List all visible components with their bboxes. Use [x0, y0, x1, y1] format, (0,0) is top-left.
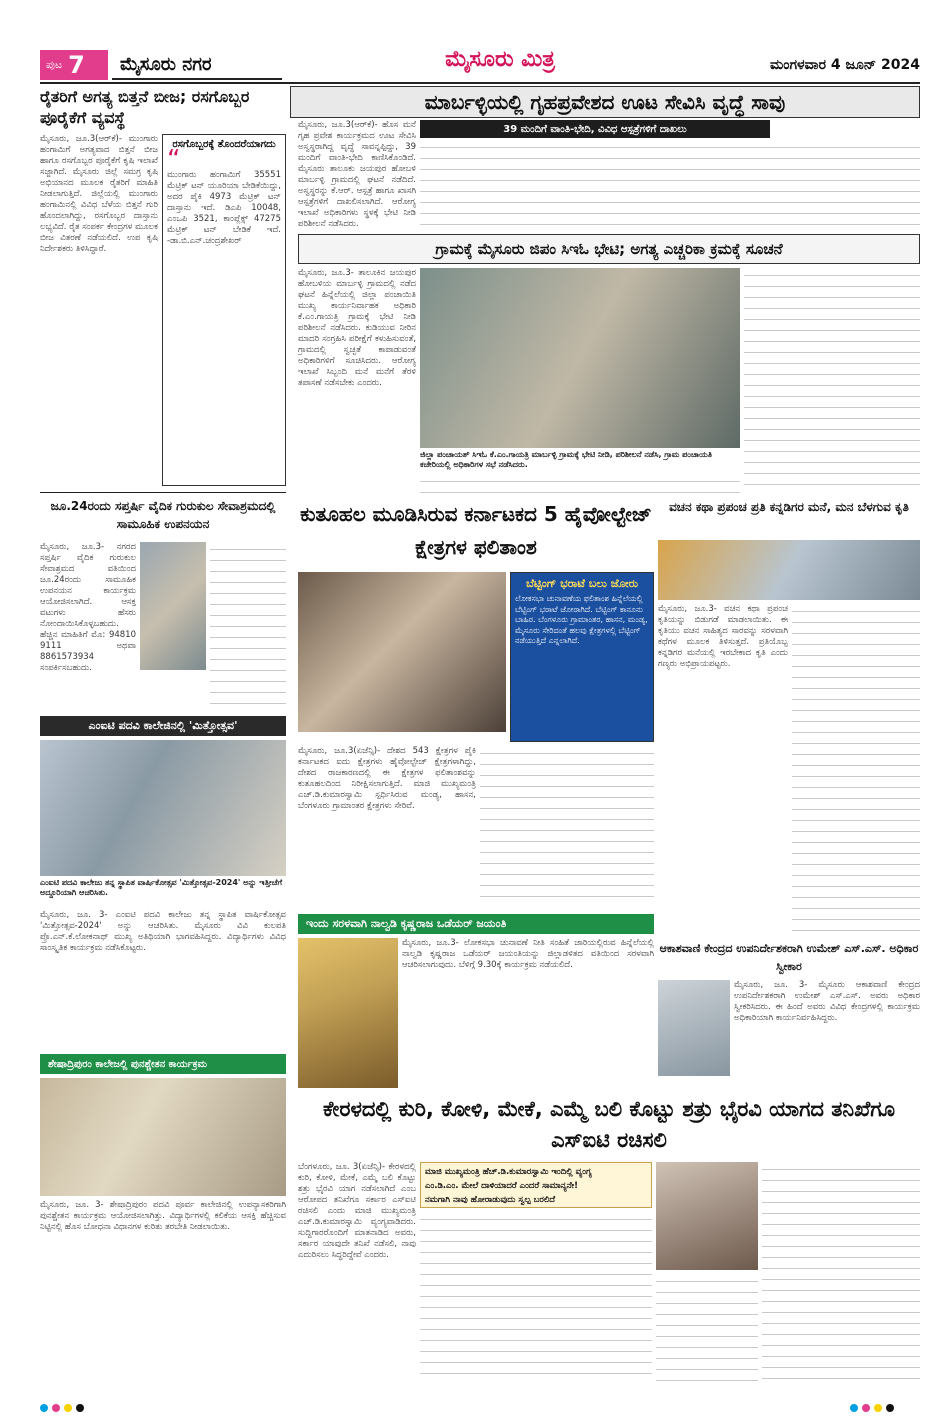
divider — [40, 492, 286, 493]
body-zp: ಮೈಸೂರು, ಜೂ.3- ತಾಲೂಕಿನ ಜಯಪುರ ಹೋಬಳಿಯ ಮಾರ್ಬಳ್ಳಿ ಗ್ರಾಮದಲ್ಲಿ ನಡೆದ ಘಟನೆ ಹಿನ್ನೆಲೆಯಲ್ಲಿ ಜಿಲ್ಲಾ ಪಂಚಾಯಿತಿ ಮುಖ್ಯ ಕಾರ್ಯನಿರ್ವಾಹಕ ಅಧಿಕಾರಿ ಕೆ.ಎಂ.ಗಾಯತ್ರಿ ಗ್ರಾಮಕ್ಕೆ ಭೇಟಿ ನೀಡಿ ಪರಿಶೀಲನೆ ನಡೆಸಿದರು. ಕುಡಿಯುವ ನೀರಿನ ಮಾದರಿ ಸಂಗ್ರಹಿಸಿ ಪರೀಕ್ಷೆಗೆ ಕಳುಹಿಸುವಂತೆ, ಗ್ರಾಮದಲ್ಲಿ ಸ್ವಚ್ಛತೆ ಕಾಪಾಡುವಂತೆ ಅಧಿಕಾರಿಗಳಿಗೆ ಸೂಚಿಸಿದರು. ಆರೋಗ್ಯ ಇಲಾಖೆ ಸಿಬ್ಬಂದಿ ಮನೆ ಮನೆಗೆ ತೆರಳಿ ತಪಾಸಣೆ ನಡೆಸಬೇಕು ಎಂದರು. — [298, 268, 416, 388]
sidebar-fertilizer — [162, 134, 286, 486]
headline-hivoltage: ಕುತೂಹಲ ಮೂಡಿಸಿರುವ ಕರ್ನಾಟಕದ 5 ಹೈವೋಲ್ಟೇಜ್ ಕ್ಷೇತ್ರಗಳ ಫಲಿತಾಂಶ — [300, 502, 652, 559]
kerala-bullets — [420, 1162, 652, 1208]
page-number: 7 — [68, 51, 85, 79]
body-hivoltage: ಮೈಸೂರು, ಜೂ.3(ಏಜೆನ್ಸಿ)- ದೇಶದ 543 ಕ್ಷೇತ್ರಗಳ ಪೈಕಿ ಕರ್ನಾಟಕದ ಐದು ಕ್ಷೇತ್ರಗಳು ಹೈವೋಲ್ಟೇಜ್ ಕ್ಷೇತ್ರಗಳಾಗಿದ್ದು, ದೇಶದ ರಾಜಕಾರಣದಲ್ಲಿ ಈ ಕ್ಷೇತ್ರಗಳ ಫಲಿತಾಂಶವನ್ನು ಕುತೂಹಲದಿಂದ ನಿರೀಕ್ಷಿಸಲಾಗುತ್ತಿದೆ. ಮಾಜಿ ಮುಖ್ಯಮಂತ್ರಿ ಎಚ್.ಡಿ.ಕುಮಾರಸ್ವಾಮಿ ಸ್ಪರ್ಧಿಸಿರುವ ಮಂಡ್ಯ, ಹಾಸನ, ಬೆಂಗಳೂರು ಗ್ರಾಮಾಂತರ ಕ್ಷೇತ್ರಗಳು ಸೇರಿವೆ. — [298, 746, 476, 811]
color-registration-right — [850, 1404, 894, 1412]
body-vachana-cont — [792, 604, 920, 934]
body-gurukula-cont — [210, 542, 286, 712]
body-mithotsava: ಮೈಸೂರು, ಜೂ. 3- ಎಂಐಟಿ ಪದವಿ ಕಾಲೇಜು ತನ್ನ ಸ್ಥಾಪಿತ ವಾರ್ಷಿಕೋತ್ಸವ 'ಮಿತ್ತೋತ್ಸವ-2024' ಅನ್ನು ಆಚರಿಸಿತು. ಮೈಸೂರು ವಿವಿ ಕುಲಪತಿ ಪ್ರೊ.ಎನ್.ಕೆ.ಲೋಕನಾಥ್ ಮುಖ್ಯ ಅತಿಥಿಯಾಗಿ ಭಾಗವಹಿಸಿದ್ದರು. ವಿದ್ಯಾರ್ಥಿಗಳು ವಿವಿಧ ಸಾಂಸ್ಕೃತಿಕ ಕಾರ್ಯಕ್ರಮ ನಡೆಸಿಕೊಟ್ಟರು. — [40, 910, 286, 953]
masthead: ಮೈಸೂರು ಮಿತ್ರ — [445, 46, 555, 72]
quote-icon: “ — [167, 145, 181, 175]
photo-mithotsava — [40, 740, 286, 876]
subhead-funeral: 39 ಮಂದಿಗೆ ವಾಂತಿ-ಭೇದಿ, ವಿವಿಧ ಆಸ್ಪತ್ರೆಗಳಿಗೆ ದಾಖಲು — [420, 120, 770, 138]
headline-funeral: ಮಾರ್ಬಳ್ಳಿಯಲ್ಲಿ ಗೃಹಪ್ರವೇಶದ ಊಟ ಸೇವಿಸಿ ವೃದ್ಧೆ ಸಾವು — [424, 90, 786, 114]
issue-date: ಮಂಗಳವಾರ 4 ಜೂನ್ 2024 — [769, 57, 920, 73]
headline-mithotsava: ಎಂಐಟಿ ಪದವಿ ಕಾಲೇಜಿನಲ್ಲಿ 'ಮಿತ್ತೋತ್ಸವ' — [40, 716, 286, 736]
body-zp-cont — [744, 268, 920, 494]
page-label: ಪುಟ — [46, 58, 63, 71]
body-seeds: ಮೈಸೂರು, ಜೂ.3(ಆರ್‌ಕೆ)- ಮುಂಗಾರು ಹಂಗಾಮಿಗೆ ಅಗತ್ಯವಾದ ಬಿತ್ತನೆ ಬೀಜ ಹಾಗೂ ರಸಗೊಬ್ಬರ ಪೂರೈಕೆಗೆ ಕೃಷಿ ಇಲಾಖೆ ಸಜ್ಜಾಗಿದೆ. ಮೈಸೂರು ಜಿಲ್ಲೆ ಸಮಗ್ರ ಕೃಷಿ ಅಭಿಯಾನದ ಮೂಲಕ ರೈತರಿಗೆ ಮಾಹಿತಿ ನೀಡಲಾಗುತ್ತಿದೆ. ಜಿಲ್ಲೆಯಲ್ಲಿ ಮುಂಗಾರು ಹಂಗಾಮಿನಲ್ಲಿ ವಿವಿಧ ಬೆಳೆಯ ಬಿತ್ತನೆ ಗುರಿ ಹೊಂದಲಾಗಿದ್ದು, ರಸಗೊಬ್ಬರ ದಾಸ್ತಾನು ಲಭ್ಯವಿದೆ. ರೈತ ಸಂಪರ್ಕ ಕೇಂದ್ರಗಳ ಮೂಲಕ ಬೀಜ ವಿತರಣೆ ನಡೆಯಲಿದೆ. ಉಪ ಕೃಷಿ ನಿರ್ದೇಶಕರು ತಿಳಿಸಿದ್ದಾರೆ. — [40, 134, 158, 254]
photo-vachana — [658, 540, 920, 600]
headline-box-zp — [298, 234, 920, 264]
inset-betting — [510, 572, 654, 742]
body-jayanthi: ಮೈಸೂರು, ಜೂ.3- ಲೋಕಸಭಾ ಚುನಾವಣೆ ನೀತಿ ಸಂಹಿತೆ ಜಾರಿಯಲ್ಲಿರುವ ಹಿನ್ನೆಲೆಯಲ್ಲಿ ನಾಲ್ವಡಿ ಕೃಷ್ಣರಾಜ ಒಡೆಯರ್ ಜಯಂತಿಯನ್ನು ಜಿಲ್ಲಾಡಳಿತದ ವತಿಯಿಂದ ಸರಳವಾಗಿ ಆಚರಿಸಲಾಗುವುದು. ಬೆಳಿಗ್ಗೆ 9.30ಕ್ಕೆ ಕಾರ್ಯಕ್ರಮ ನಡೆಯಲಿದೆ. — [402, 938, 654, 970]
body-sheshadri: ಮೈಸೂರು, ಜೂ. 3- ಶೇಷಾದ್ರಿಪುರಂ ಪದವಿ ಪೂರ್ವ ಕಾಲೇಜಿನಲ್ಲಿ ಉಪನ್ಯಾಸಕರಿಗಾಗಿ ಪುನಶ್ಚೇತನ ಕಾರ್ಯಕ್ರಮ ಆಯೋಜಿಸಲಾಗಿತ್ತು. ವಿದ್ಯಾರ್ಥಿಗಳಲ್ಲಿ ಕಲಿಕೆಯ ಆಸಕ್ತಿ ಹೆಚ್ಚಿಸುವ ನಿಟ್ಟಿನಲ್ಲಿ ಹೊಸ ಬೋಧನಾ ವಿಧಾನಗಳ ಕುರಿತು ತರಬೇತಿ ನೀಡಲಾಯಿತು. — [40, 1200, 286, 1232]
bullet-3: ನಮಗಾಗಿ ನಾವು ಹೋರಾಡುವುದು ಸ್ವಲ್ಪ ಬರಲಿದೆ — [425, 1195, 556, 1205]
headline-akashavani: ಆಕಾಶವಾಣಿ ಕೇಂದ್ರದ ಉಪನಿರ್ದೇಶಕರಾಗಿ ಉಮೇಶ್ ಎಸ್.ಎಸ್. ಅಧಿಕಾರ ಸ್ವೀಕಾರ — [659, 942, 919, 973]
bullet-2: ಎಂ.ಡಿ.ಎಂ. ಮೇಲೆ ದಾಳಿಯಾದರೆ ಎಂದರೆ ಸಾಮಾನ್ಯನೇ! — [425, 1181, 579, 1191]
headline-gurukula: ಜೂ.24ರಂದು ಸಪ್ತರ್ಷಿ ವೈದಿಕ ಗುರುಕುಲ ಸೇವಾಶ್ರಮದಲ್ಲಿ ಸಾಮೂಹಿಕ ಉಪನಯನ — [50, 499, 276, 531]
headline-box-hivoltage — [298, 498, 654, 568]
headline-sheshadri: ಶೇಷಾದ್ರಿಪುರಂ ಕಾಲೇಜಲ್ಲಿ ಪುನಶ್ಚೇತನ ಕಾರ್ಯಕ್ರಮ — [40, 1054, 286, 1074]
photo-currency — [298, 572, 506, 732]
caption-zp: ಜಿಲ್ಲಾ ಪಂಚಾಯತ್ ಸಿಇಓ ಕೆ.ಎಂ.ಗಾಯತ್ರಿ ಮಾರ್ಬಳ್ಳಿ ಗ್ರಾಮಕ್ಕೆ ಭೇಟಿ ನೀಡಿ, ಪರಿಶೀಲನೆ ನಡೆಸಿ, ಗ್ರಾಮ ಪಂಚಾಯತಿ ಕಚೇರಿಯಲ್ಲಿ ಅಧಿಕಾರಿಗಳ ಸಭೆ ನಡೆಸಿದರು. — [420, 450, 712, 469]
body-kerala-cont3 — [762, 1162, 920, 1382]
headline-zp: ಗ್ರಾಮಕ್ಕೆ ಮೈಸೂರು ಜಿಪಂ ಸಿಇಓ ಭೇಟಿ; ಅಗತ್ಯ ಎಚ್ಚರಿಕಾ ಕ್ರಮಕ್ಕೆ ಸೂಚನೆ — [435, 240, 783, 258]
inset-title: ಬೆಟ್ಟಿಂಗ್ ಭರಾಟೆ ಬಲು ಜೋರು — [525, 577, 639, 590]
page-number-badge — [40, 50, 108, 80]
body-funeral: ಮೈಸೂರು, ಜೂ.3(ಆರ್‌ಕೆ)- ಹೊಸ ಮನೆ ಗೃಹ ಪ್ರವೇಶ ಕಾರ್ಯಕ್ರಮದ ಊಟ ಸೇವಿಸಿ ಅಸ್ವಸ್ಥರಾಗಿದ್ದ ವೃದ್ಧೆ ಸಾವನ್ನಪ್ಪಿದ್ದು, 39 ಮಂದಿಗೆ ವಾಂತಿ-ಭೇದಿ ಕಾಣಿಸಿಕೊಂಡಿದೆ. ಮೈಸೂರು ತಾಲೂಕು ಜಯಪುರ ಹೋಬಳಿ ಮಾರ್ಬಳ್ಳಿ ಗ್ರಾಮದಲ್ಲಿ ಘಟನೆ ನಡೆದಿದೆ. ಅಸ್ವಸ್ಥರನ್ನು ಕೆ.ಆರ್. ಆಸ್ಪತ್ರೆ ಹಾಗೂ ಖಾಸಗಿ ಆಸ್ಪತ್ರೆಗಳಿಗೆ ದಾಖಲಿಸಲಾಗಿದೆ. ಆರೋಗ್ಯ ಇಲಾಖೆ ಅಧಿಕಾರಿಗಳು ಸ್ಥಳಕ್ಕೆ ಭೇಟಿ ನೀಡಿ ಪರಿಶೀಲನೆ ನಡೆಸಿದರು. — [298, 120, 416, 229]
headline-seeds: ರೈತರಿಗೆ ಅಗತ್ಯ ಬಿತ್ತನೆ ಬೀಜ; ರಸಗೊಬ್ಬರ ಪೂರೈಕೆಗೆ ವ್ಯವಸ್ಥೆ — [40, 87, 250, 127]
body-funeral-cont — [420, 140, 920, 230]
photo-sage — [140, 542, 206, 670]
photo-zp-meeting — [420, 268, 740, 448]
headline-box-funeral — [290, 86, 920, 118]
body-kerala-cont2 — [656, 1274, 758, 1382]
body-zp-cont2 — [420, 474, 740, 494]
body-akashavani: ಮೈಸೂರು, ಜೂ. 3- ಮೈಸೂರು ಆಕಾಶವಾಣಿ ಕೇಂದ್ರದ ಉಪನಿರ್ದೇಶಕರಾಗಿ ಉಮೇಶ್ ಎಸ್.ಎಸ್. ಅವರು ಅಧಿಕಾರ ಸ್ವೀಕರಿಸಿದರು. ಈ ಹಿಂದೆ ಅವರು ವಿವಿಧ ಕೇಂದ್ರಗಳಲ್ಲಿ ಕಾರ್ಯಕ್ರಮ ಅಧಿಕಾರಿಯಾಗಿ ಕಾರ್ಯನಿರ್ವಹಿಸಿದ್ದರು. — [734, 980, 920, 1023]
photo-kumaraswamy — [656, 1162, 758, 1270]
body-kerala: ಬೆಂಗಳೂರು, ಜೂ. 3(ಏಜೆನ್ಸಿ)- ಕೇರಳದಲ್ಲಿ ಕುರಿ, ಕೋಳಿ, ಮೇಕೆ, ಎಮ್ಮೆ ಬಲಿ ಕೊಟ್ಟು ಶತ್ರು ಭೈರವಿ ಯಾಗ ನಡೆಸಲಾಗಿದೆ ಎಂಬ ಆರೋಪದ ತನಿಖೆಗೂ ಸರ್ಕಾರ ಎಸ್‌ಐಟಿ ರಚಿಸಲಿ ಎಂದು ಮಾಜಿ ಮುಖ್ಯಮಂತ್ರಿ ಎಚ್.ಡಿ.ಕುಮಾರಸ್ವಾಮಿ ವ್ಯಂಗ್ಯವಾಡಿದರು. ಸುದ್ದಿಗಾರರೊಂದಿಗೆ ಮಾತನಾಡಿದ ಅವರು, ಸರ್ಕಾರ ಯಾವುದೇ ತನಿಖೆ ನಡೆಸಲಿ, ನಾವು ಎದುರಿಸಲು ಸಿದ್ಧರಿದ್ದೇವೆ ಎಂದರು. — [298, 1162, 416, 1260]
photo-sheshadri — [40, 1078, 286, 1196]
inset-body: ಲೋಕಸಭಾ ಚುನಾವಣೆಯ ಫಲಿತಾಂಶ ಹಿನ್ನೆಲೆಯಲ್ಲಿ ಬೆಟ್ಟಿಂಗ್ ಭರಾಟೆ ಜೋರಾಗಿದೆ. ಬೆಟ್ಟಿಂಗ್ ಕಾನೂನು ಬಾಹಿರ. ಬೆಂಗಳೂರು ಗ್ರಾಮಾಂತರ, ಹಾಸನ, ಮಂಡ್ಯ, ಮೈಸೂರು ಸೇರಿದಂತೆ ಹಲವು ಕ್ಷೇತ್ರಗಳಲ್ಲಿ ಬೆಟ್ಟಿಂಗ್ ನಡೆಯುತ್ತಿದೆ ಎನ್ನಲಾಗಿದೆ. — [515, 594, 648, 645]
sidebar-body: ಮುಂಗಾರು ಹಂಗಾಮಿಗೆ 35551 ಮೆಟ್ರಿಕ್ ಟನ್ ಯೂರಿಯಾ ಬೇಡಿಕೆಯಿದ್ದು, ಅದರ ಪೈಕಿ 4973 ಮೆಟ್ರಿಕ್ ಟನ್ ದಾಸ್ತಾನು ಇದೆ. ಡಿಎಪಿ 10048, ಎಂಒಪಿ 3521, ಕಾಂಪ್ಲೆಕ್ಸ್ 47275 ಮೆಟ್ರಿಕ್ ಟನ್ ಬೇಡಿಕೆ ಇದೆ. -ಡಾ.ಬಿ.ಎನ್.ಚಂದ್ರಶೇಖರ್ — [167, 170, 281, 246]
headline-vachana: ವಚನ ಕಥಾ ಪ್ರಪಂಚ ಪ್ರತಿ ಕನ್ನಡಿಗರ ಮನೆ, ಮನ ಬೆಳಗುವ ಕೃತಿ — [669, 500, 909, 514]
color-registration-left — [40, 1404, 84, 1412]
body-vachana: ಮೈಸೂರು, ಜೂ.3- ವಚನ ಕಥಾ ಪ್ರಪಂಚ ಕೃತಿಯನ್ನು ಬಿಡುಗಡೆ ಮಾಡಲಾಯಿತು. ಈ ಕೃತಿಯು ವಚನ ಸಾಹಿತ್ಯದ ಸಾರವನ್ನು ಸರಳವಾಗಿ ಕಥೆಗಳ ಮೂಲಕ ತಿಳಿಸುತ್ತದೆ. ಪ್ರತಿಯೊಬ್ಬ ಕನ್ನಡಿಗರ ಮನೆಯಲ್ಲಿ ಇರಬೇಕಾದ ಕೃತಿ ಎಂದು ಗಣ್ಯರು ಅಭಿಪ್ರಾಯಪಟ್ಟರು. — [658, 604, 788, 669]
body-kerala-cont — [420, 1212, 652, 1382]
headline-jayanthi: ಇಂದು ಸರಳವಾಗಿ ನಾಲ್ವಡಿ ಕೃಷ್ಣರಾಜ ಒಡೆಯರ್ ಜಯಂತಿ — [298, 914, 654, 934]
body-gurukula: ಮೈಸೂರು, ಜೂ.3- ನಗರದ ಸಪ್ತರ್ಷಿ ವೈದಿಕ ಗುರುಕುಲ ಸೇವಾಶ್ರಮದ ವತಿಯಿಂದ ಜೂ.24ರಂದು ಸಾಮೂಹಿಕ ಉಪನಯನ ಕಾರ್ಯಕ್ರಮ ಆಯೋಜಿಸಲಾಗಿದೆ. ಆಸಕ್ತ ವಟುಗಳು ಹೆಸರು ನೋಂದಾಯಿಸಿಕೊಳ್ಳಬಹುದು. ಹೆಚ್ಚಿನ ಮಾಹಿತಿಗೆ ಮೊ: 94810 9111 ಅಥವಾ 8861573934 ಸಂಪರ್ಕಿಸಬಹುದು. — [40, 542, 136, 673]
sidebar-title: ರಸಗೊಬ್ಬರಕ್ಕೆ ತೊಂದರೆಯಾಗದು — [172, 139, 276, 150]
header-rule — [40, 82, 920, 84]
body-hivoltage-cont — [480, 746, 654, 906]
bullet-1: ಮಾಜಿ ಮುಖ್ಯಮಂತ್ರಿ ಹೆಚ್.ಡಿ.ಕುಮಾರಸ್ವಾಮಿ ಇಂದಿಲ್ಲಿ ವ್ಯಂಗ್ಯ — [425, 1167, 592, 1177]
headline-kerala: ಕೇರಳದಲ್ಲಿ ಕುರಿ, ಕೋಳಿ, ಮೇಕೆ, ಎಮ್ಮೆ ಬಲಿ ಕೊಟ್ಟು ಶತ್ರು ಭೈರವಿ ಯಾಗದ ತನಿಖೆಗೂ ಎಸ್‌ಐಟಿ ರಚಿಸಲಿ — [323, 1097, 895, 1152]
caption-mithotsava: ಎಂಐಟಿ ಪದವಿ ಕಾಲೇಜು ತನ್ನ ಸ್ಥಾಪಿತ ವಾರ್ಷಿಕೋತ್ಸವ 'ಮಿತ್ತೋತ್ಸವ-2024' ಅನ್ನು ಇತ್ತೀಚೆಗೆ ಅದ್ದೂರಿಯಾಗಿ ಆಚರಿಸಿತು. — [40, 878, 283, 897]
section-title: ಮೈಸೂರು ನಗರ — [112, 50, 282, 80]
photo-umesh — [658, 980, 730, 1076]
photo-wadiyar — [298, 938, 398, 1088]
